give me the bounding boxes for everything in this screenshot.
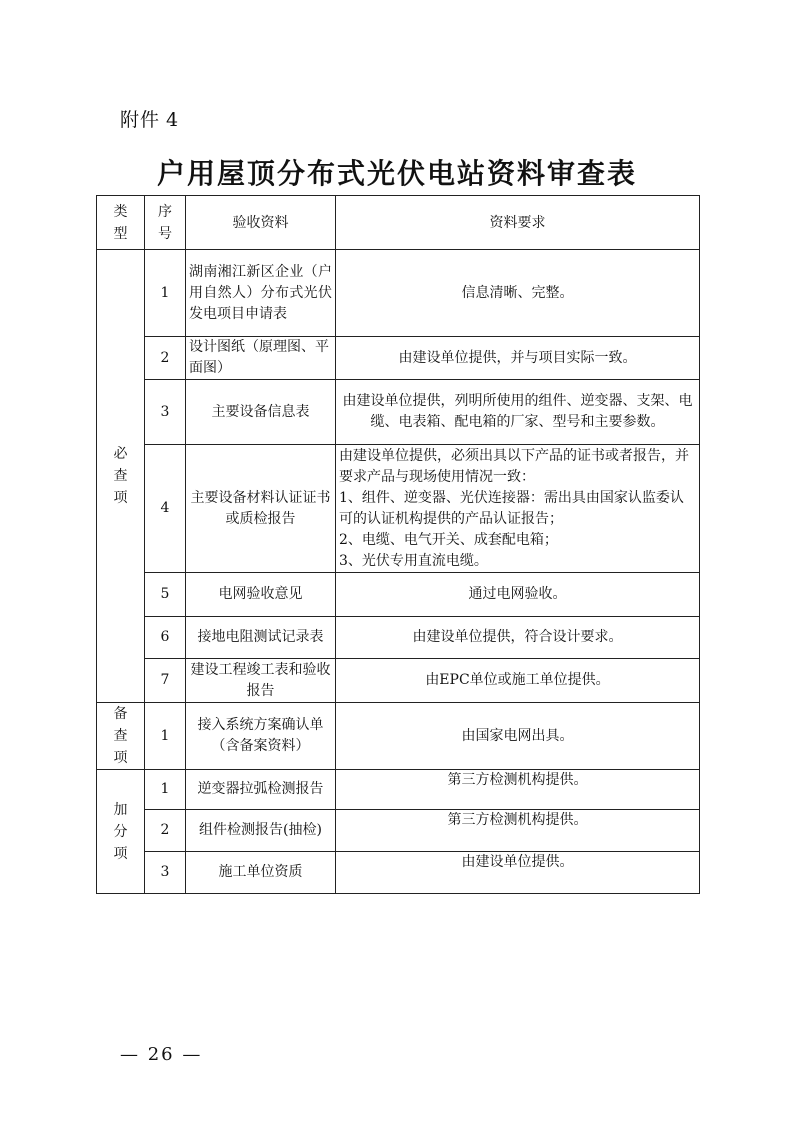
material-cell: 施工单位资质 <box>186 852 336 894</box>
seq-cell: 3 <box>145 380 186 445</box>
table-row <box>97 852 700 894</box>
requirement-line: 2、电缆、电气开关、成套配电箱； <box>339 531 558 548</box>
material-cell: 逆变器拉弧检测报告 <box>186 770 336 810</box>
table-header-row <box>97 196 700 250</box>
header-seq: 序号 <box>145 196 186 250</box>
requirement-cell: 第三方检测机构提供。 <box>336 770 700 810</box>
requirement-line: 1、组件、逆变器、光伏连接器：需出具由国家认监委认可的认证机构提供的产品认证报告； <box>339 489 684 527</box>
material-cell: 建设工程竣工表和验收报告 <box>186 659 336 703</box>
table-row <box>97 703 700 770</box>
table-row <box>97 659 700 703</box>
seq-cell: 3 <box>145 852 186 894</box>
seq-cell: 2 <box>145 337 186 380</box>
requirement-cell: 由建设单位提供，符合设计要求。 <box>336 617 700 659</box>
requirement-cell: 由建设单位提供，并与项目实际一致。 <box>336 337 700 380</box>
table-row <box>97 445 700 573</box>
requirement-cell: 第三方检测机构提供。 <box>336 810 700 852</box>
requirement-line: 由建设单位提供，必须出具以下产品的证书或者报告，并要求产品与现场使用情况一致： <box>339 447 689 485</box>
seq-cell: 1 <box>145 250 186 337</box>
category-cell: 备查项 <box>97 703 145 770</box>
material-cell: 电网验收意见 <box>186 573 336 617</box>
material-cell: 主要设备信息表 <box>186 380 336 445</box>
category-cell: 必查项 <box>97 250 145 703</box>
requirement-cell: 由EPC单位或施工单位提供。 <box>336 659 700 703</box>
table-row <box>97 770 700 810</box>
header-category: 类型 <box>97 196 145 250</box>
table-row <box>97 250 700 337</box>
header-material: 验收资料 <box>186 196 336 250</box>
requirement-cell: 信息清晰、完整。 <box>336 250 700 337</box>
material-cell: 主要设备材料认证证书或质检报告 <box>186 445 336 573</box>
material-cell: 湖南湘江新区企业（户用自然人）分布式光伏发电项目申请表 <box>186 250 336 337</box>
table-row <box>97 573 700 617</box>
seq-cell: 7 <box>145 659 186 703</box>
material-cell: 接地电阻测试记录表 <box>186 617 336 659</box>
page-number: — 26 — <box>120 1044 203 1065</box>
requirement-cell <box>336 445 700 573</box>
review-table <box>96 195 700 894</box>
category-cell: 加分项 <box>97 770 145 894</box>
document-title: 户用屋顶分布式光伏电站资料审查表 <box>156 157 637 190</box>
table-row <box>97 617 700 659</box>
table-row <box>97 380 700 445</box>
attachment-label <box>120 105 179 132</box>
requirement-cell: 由国家电网出具。 <box>336 703 700 770</box>
seq-cell: 1 <box>145 703 186 770</box>
requirement-cell: 通过电网验收。 <box>336 573 700 617</box>
seq-cell: 2 <box>145 810 186 852</box>
seq-cell: 1 <box>145 770 186 810</box>
table-row <box>97 810 700 852</box>
seq-cell: 4 <box>145 445 186 573</box>
header-requirement: 资料要求 <box>336 196 700 250</box>
attachment-number: 4 <box>166 109 180 131</box>
attachment-label-text: 附件 <box>120 109 161 131</box>
material-cell: 设计图纸（原理图、平面图） <box>186 337 336 380</box>
seq-cell: 5 <box>145 573 186 617</box>
requirement-cell: 由建设单位提供。 <box>336 852 700 894</box>
material-cell: 组件检测报告(抽检) <box>186 810 336 852</box>
material-cell: 接入系统方案确认单（含备案资料） <box>186 703 336 770</box>
requirement-line: 3、光伏专用直流电缆。 <box>339 552 488 569</box>
requirement-cell: 由建设单位提供，列明所使用的组件、逆变器、支架、电缆、电表箱、配电箱的厂家、型号和主要参数。 <box>336 380 700 445</box>
seq-cell: 6 <box>145 617 186 659</box>
table-row <box>97 337 700 380</box>
